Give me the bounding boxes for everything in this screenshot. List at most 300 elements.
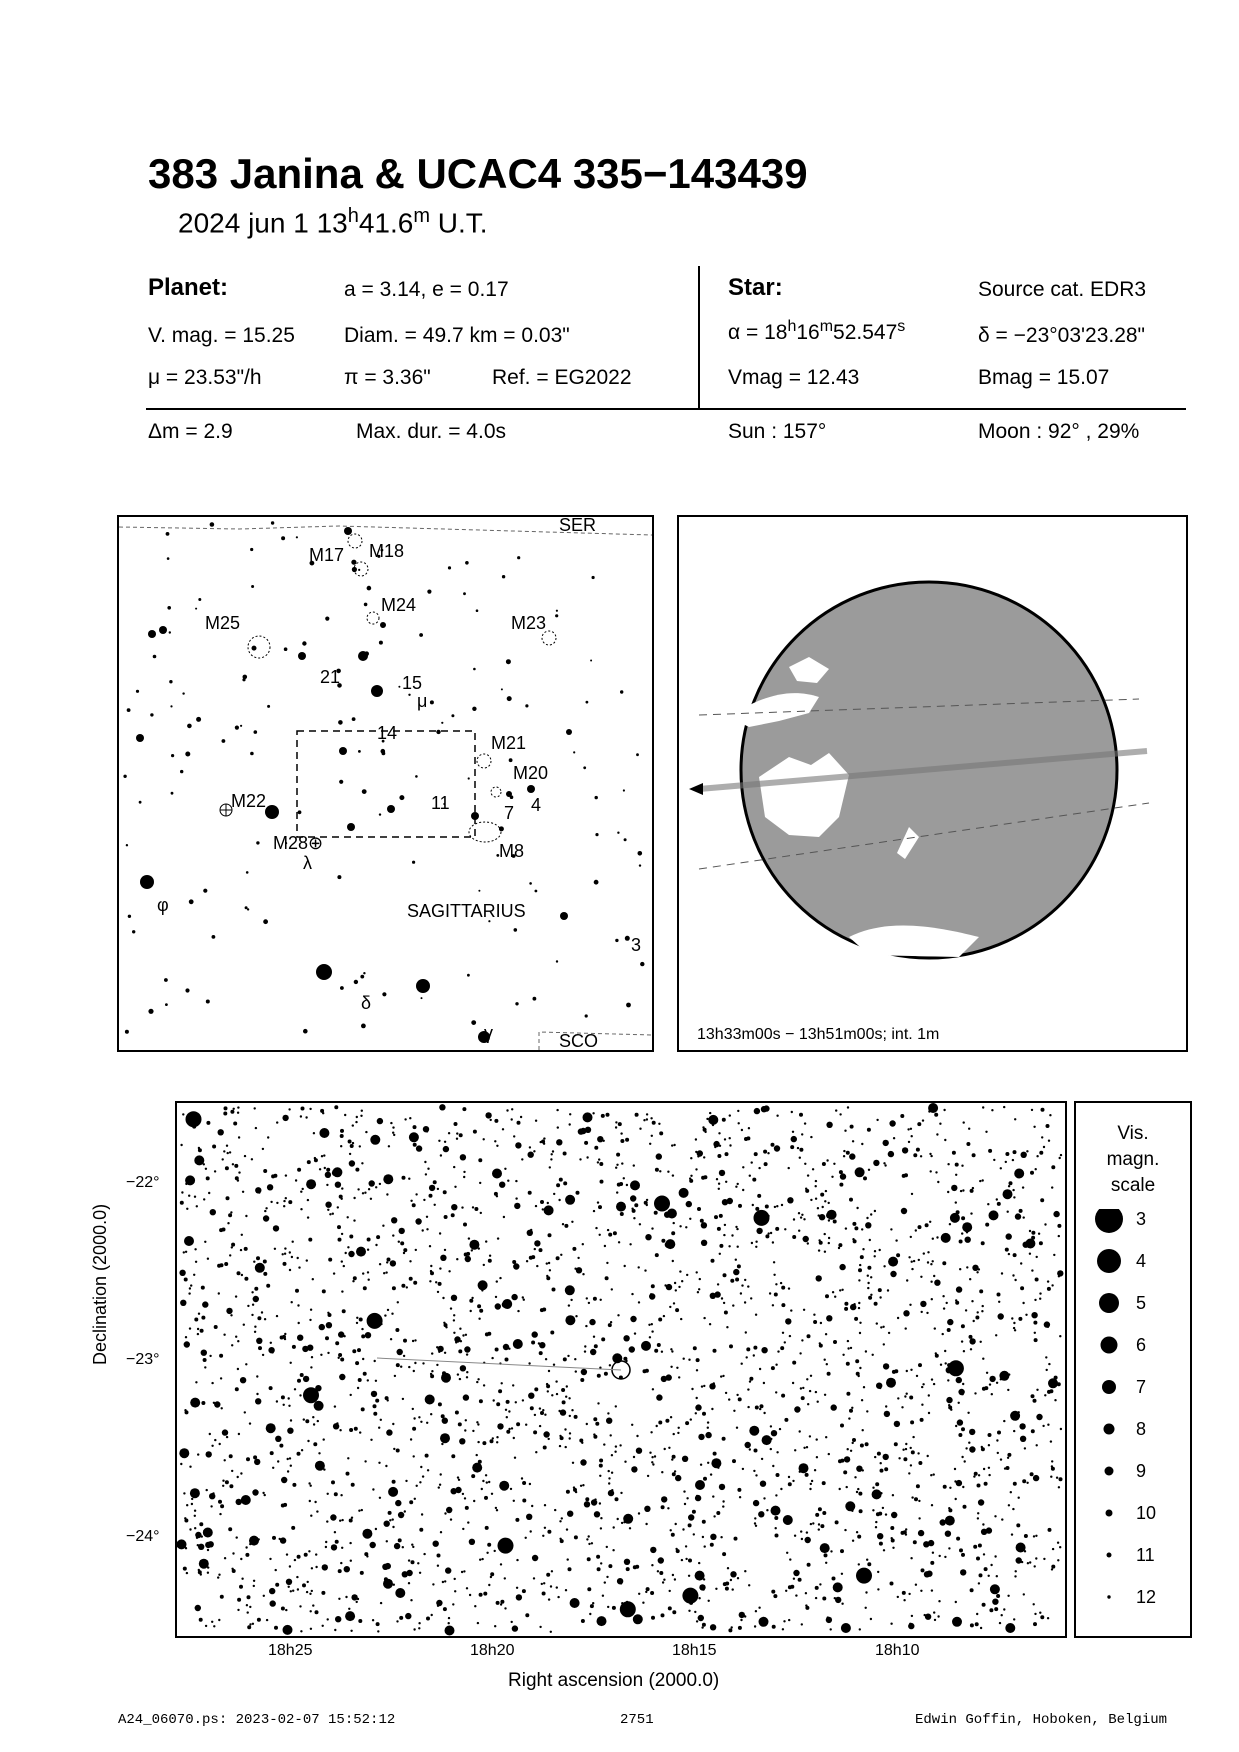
field-star <box>297 1452 301 1456</box>
field-star <box>826 1159 828 1161</box>
field-star <box>307 1199 309 1201</box>
field-star <box>476 1381 478 1383</box>
field-star <box>345 1611 355 1621</box>
field-star <box>464 1429 466 1431</box>
field-star <box>830 1550 832 1552</box>
field-star <box>1045 1356 1047 1358</box>
field-star <box>1060 1154 1062 1156</box>
field-star <box>818 1239 820 1241</box>
field-star <box>219 1443 221 1445</box>
field-star <box>480 1212 482 1214</box>
field-star <box>757 1194 761 1198</box>
field-star <box>368 1279 370 1281</box>
field-star <box>736 1228 738 1230</box>
field-star <box>810 1375 812 1377</box>
field-star <box>1044 1394 1046 1396</box>
field-star <box>771 1590 775 1594</box>
field-star <box>458 1479 460 1481</box>
field-star <box>824 1394 826 1396</box>
field-star <box>731 1626 733 1628</box>
field-star <box>696 1369 698 1371</box>
field-star <box>815 1586 819 1590</box>
field-star <box>789 1558 791 1560</box>
field-star <box>539 1407 541 1409</box>
field-star <box>281 1477 287 1483</box>
label-14: 14 <box>377 723 398 743</box>
field-star <box>729 1144 731 1146</box>
field-star <box>668 1606 672 1610</box>
field-star <box>307 1216 309 1218</box>
field-star <box>525 1424 527 1426</box>
field-star <box>833 1340 837 1344</box>
field-star <box>1040 1198 1044 1202</box>
field-star <box>469 1299 473 1303</box>
field-star <box>890 1526 894 1530</box>
ra-tick-18h10: 18h10 <box>875 1642 920 1659</box>
field-star <box>217 1576 219 1578</box>
field-star <box>672 1472 676 1476</box>
field-star <box>214 1170 216 1172</box>
field-star <box>764 1162 768 1166</box>
field-star <box>253 1580 255 1582</box>
field-star <box>300 1115 302 1117</box>
field-star <box>587 1118 589 1120</box>
field-star <box>459 1133 463 1137</box>
field-star <box>269 1386 273 1390</box>
field-star <box>544 1205 554 1215</box>
field-star <box>346 1472 350 1476</box>
finder-star <box>302 641 306 645</box>
finder-star <box>339 780 343 784</box>
field-star <box>294 1559 296 1561</box>
field-star <box>272 1536 276 1540</box>
field-star <box>722 1375 724 1377</box>
field-star <box>800 1530 802 1532</box>
field-star <box>981 1310 983 1312</box>
field-star <box>352 1142 354 1144</box>
field-star <box>968 1128 970 1130</box>
field-star <box>737 1110 739 1112</box>
field-star <box>597 1161 599 1163</box>
finder-star <box>573 751 575 753</box>
field-star <box>323 1438 325 1440</box>
field-star <box>599 1464 603 1468</box>
field-star <box>810 1199 812 1201</box>
field-star <box>353 1219 355 1221</box>
field-star <box>913 1153 917 1157</box>
field-star <box>189 1466 191 1468</box>
field-star <box>615 1497 619 1501</box>
field-star <box>462 1528 464 1530</box>
field-star <box>621 1162 623 1164</box>
field-star <box>209 1433 211 1435</box>
field-star <box>698 1434 704 1440</box>
field-star <box>895 1239 897 1241</box>
field-star <box>833 1220 837 1224</box>
field-star <box>276 1121 278 1123</box>
field-star <box>443 1607 447 1611</box>
field-star <box>433 1180 437 1184</box>
field-star <box>495 1348 499 1352</box>
field-star <box>358 1378 362 1382</box>
field-star <box>534 1414 536 1416</box>
field-star <box>593 1433 595 1435</box>
field-star <box>885 1405 887 1407</box>
field-star <box>735 1259 737 1261</box>
field-star <box>980 1627 982 1629</box>
field-star <box>730 1279 734 1283</box>
field-star <box>1020 1286 1024 1290</box>
field-star <box>1013 1322 1015 1324</box>
field-star <box>806 1378 808 1380</box>
finder-star <box>182 692 184 694</box>
field-star <box>205 1168 207 1170</box>
field-star <box>872 1489 882 1499</box>
field-star <box>880 1326 882 1328</box>
field-star <box>595 1227 597 1229</box>
field-star <box>237 1598 241 1602</box>
m20-nebula-icon <box>491 787 501 797</box>
field-star <box>807 1242 809 1244</box>
field-star <box>199 1559 209 1569</box>
field-star <box>989 1210 999 1220</box>
field-star <box>252 1489 258 1495</box>
field-star <box>747 1285 749 1287</box>
field-star <box>575 1370 577 1372</box>
field-star <box>522 1296 524 1298</box>
finder-star <box>159 626 167 634</box>
field-star <box>522 1481 526 1485</box>
field-star <box>386 1261 388 1263</box>
field-star <box>488 1259 492 1263</box>
field-star <box>363 1286 367 1290</box>
field-star <box>420 1421 422 1423</box>
field-star <box>252 1304 254 1306</box>
field-star <box>464 1253 468 1257</box>
field-star <box>618 1122 622 1126</box>
field-star <box>478 1247 480 1249</box>
field-star <box>479 1309 483 1313</box>
finder-star <box>382 992 386 996</box>
scale-title-line1: Vis. <box>1117 1123 1149 1144</box>
field-star <box>973 1320 975 1322</box>
field-star <box>247 1625 251 1629</box>
field-star <box>485 1474 487 1476</box>
field-star <box>905 1528 907 1530</box>
scale-label-4: 4 <box>1136 1251 1147 1271</box>
field-star <box>943 1485 947 1489</box>
field-star <box>545 1358 547 1360</box>
field-star <box>261 1311 263 1313</box>
field-star <box>230 1110 234 1114</box>
field-star <box>868 1296 872 1300</box>
field-star <box>281 1607 285 1611</box>
field-star <box>633 1164 635 1166</box>
field-star <box>195 1381 197 1383</box>
field-star <box>512 1625 518 1631</box>
field-star <box>300 1373 304 1377</box>
field-star <box>997 1431 1001 1435</box>
field-star <box>911 1450 915 1454</box>
field-star <box>913 1260 915 1262</box>
field-star <box>670 1416 672 1418</box>
field-star <box>996 1198 998 1200</box>
field-star <box>350 1560 352 1562</box>
field-star <box>244 1277 248 1281</box>
field-star <box>1049 1389 1053 1393</box>
star-ra <box>728 318 905 345</box>
field-star <box>325 1202 331 1208</box>
field-star <box>253 1585 255 1587</box>
field-star <box>754 1108 760 1114</box>
field-star <box>335 1182 341 1188</box>
field-star <box>1047 1280 1049 1282</box>
field-star <box>1007 1389 1009 1391</box>
field-star <box>978 1474 980 1476</box>
scale-title <box>1076 1121 1190 1199</box>
field-star <box>532 1331 538 1337</box>
field-star <box>791 1136 797 1142</box>
field-star <box>301 1449 303 1451</box>
field-star <box>1019 1209 1023 1213</box>
field-star <box>472 1206 474 1208</box>
field-star <box>328 1313 332 1317</box>
field-star <box>620 1601 636 1617</box>
field-star <box>375 1528 377 1530</box>
ra-tick-18h20: 18h20 <box>470 1642 515 1659</box>
field-star <box>682 1456 688 1462</box>
field-star <box>376 1622 380 1626</box>
field-star <box>988 1149 992 1153</box>
field-star <box>598 1205 602 1209</box>
field-star <box>702 1623 706 1627</box>
field-star <box>345 1596 347 1598</box>
field-star <box>399 1228 405 1234</box>
finder-star <box>167 557 170 560</box>
field-star <box>845 1227 847 1229</box>
field-star <box>451 1204 457 1210</box>
field-star <box>696 1271 698 1273</box>
field-star <box>761 1106 767 1112</box>
field-star <box>717 1227 721 1231</box>
field-star <box>1040 1615 1044 1619</box>
field-star <box>420 1466 422 1468</box>
field-star <box>1027 1562 1029 1564</box>
field-star <box>1039 1151 1043 1155</box>
field-star <box>202 1301 208 1307</box>
field-star <box>540 1308 544 1312</box>
field-star <box>507 1180 509 1182</box>
field-star <box>489 1255 491 1257</box>
field-star <box>460 1365 466 1371</box>
field-star <box>308 1482 310 1484</box>
field-star <box>394 1375 396 1377</box>
field-star <box>1059 1546 1061 1548</box>
field-star <box>349 1153 351 1155</box>
field-star <box>600 1562 602 1564</box>
field-star <box>805 1606 809 1610</box>
field-star <box>932 1552 934 1554</box>
field-star <box>884 1164 886 1166</box>
field-star <box>1039 1241 1043 1245</box>
field-star <box>464 1346 470 1352</box>
field-star <box>535 1120 537 1122</box>
field-star <box>890 1623 892 1625</box>
field-star <box>240 1558 242 1560</box>
field-star <box>716 1511 720 1515</box>
field-star <box>281 1395 285 1399</box>
field-star <box>409 1277 413 1281</box>
field-star <box>839 1170 843 1174</box>
field-star <box>992 1599 998 1605</box>
field-star <box>225 1166 229 1170</box>
field-star <box>496 1145 498 1147</box>
field-star <box>717 1154 721 1158</box>
field-star <box>792 1235 796 1239</box>
label-11: 11 <box>431 793 450 813</box>
field-star <box>547 1390 549 1392</box>
field-star <box>223 1112 227 1116</box>
field-star <box>569 1123 571 1125</box>
planet-diam: Diam. = 49.7 km = 0.03" <box>344 324 570 347</box>
field-star <box>961 1232 963 1234</box>
field-star <box>732 1304 734 1306</box>
field-star <box>678 1427 680 1429</box>
field-star <box>966 1142 970 1146</box>
field-star <box>311 1356 313 1358</box>
field-star <box>375 1186 377 1188</box>
finder-star <box>298 652 306 660</box>
field-star <box>392 1480 396 1484</box>
field-star <box>309 1319 311 1321</box>
field-star <box>249 1422 251 1424</box>
field-star <box>419 1528 423 1532</box>
field-star <box>544 1527 546 1529</box>
field-star <box>586 1297 588 1299</box>
field-star <box>544 1504 546 1506</box>
field-star <box>303 1418 305 1420</box>
field-star <box>910 1369 912 1371</box>
field-star <box>388 1145 390 1147</box>
field-star <box>494 1140 496 1142</box>
field-star <box>383 1272 385 1274</box>
field-star <box>1030 1472 1034 1476</box>
field-star <box>238 1136 240 1138</box>
field-star <box>963 1505 967 1509</box>
field-star <box>266 1423 276 1433</box>
field-star <box>253 1296 259 1302</box>
field-star <box>813 1314 815 1316</box>
field-star <box>770 1448 772 1450</box>
field-star <box>274 1248 276 1250</box>
field-star <box>1053 1254 1055 1256</box>
field-star <box>958 1433 962 1437</box>
field-star <box>516 1594 522 1600</box>
field-star <box>361 1110 363 1112</box>
field-star <box>940 1364 942 1366</box>
field-star <box>315 1385 321 1391</box>
field-star <box>180 1144 182 1146</box>
field-star <box>361 1334 365 1338</box>
field-star <box>351 1483 355 1487</box>
field-star <box>927 1455 929 1457</box>
field-star <box>1016 1543 1026 1553</box>
scale-svg <box>1076 1209 1190 1629</box>
field-star <box>822 1481 826 1485</box>
field-star <box>190 1488 200 1498</box>
field-star <box>1015 1213 1021 1219</box>
field-star <box>717 1467 719 1469</box>
field-star <box>504 1168 506 1170</box>
field-star <box>554 1509 556 1511</box>
field-star <box>180 1300 186 1306</box>
field-star <box>322 1564 328 1570</box>
field-star <box>551 1570 553 1572</box>
field-star <box>723 1234 725 1236</box>
field-star <box>816 1275 822 1281</box>
field-star <box>486 1552 488 1554</box>
field-star <box>300 1191 302 1193</box>
field-star <box>739 1496 741 1498</box>
field-star <box>335 1616 341 1622</box>
field-star <box>998 1313 1004 1319</box>
field-star <box>1000 1458 1002 1460</box>
field-star <box>598 1158 600 1160</box>
field-star <box>377 1118 383 1124</box>
finder-star <box>354 980 358 984</box>
field-star <box>1008 1253 1010 1255</box>
m17-cluster-icon <box>348 534 362 548</box>
field-star <box>824 1200 826 1202</box>
field-star <box>689 1179 693 1183</box>
field-star <box>1036 1414 1042 1420</box>
field-star <box>533 1430 537 1434</box>
field-star <box>961 1165 963 1167</box>
field-star <box>566 1490 570 1494</box>
field-star <box>390 1122 392 1124</box>
field-star <box>266 1284 270 1288</box>
field-star <box>543 1582 545 1584</box>
field-star <box>673 1144 675 1146</box>
field-star <box>320 1109 324 1113</box>
field-star <box>483 1138 485 1140</box>
field-star <box>925 1223 929 1227</box>
field-star <box>918 1530 924 1536</box>
field-star <box>825 1333 827 1335</box>
field-star <box>737 1246 739 1248</box>
field-star <box>485 1332 489 1336</box>
field-star <box>915 1584 917 1586</box>
field-star <box>751 1161 753 1163</box>
field-star <box>229 1484 233 1488</box>
field-star <box>579 1158 581 1160</box>
field-star <box>719 1253 721 1255</box>
field-star <box>453 1314 455 1316</box>
field-star <box>241 1495 251 1505</box>
field-star <box>471 1474 475 1478</box>
field-star <box>478 1280 488 1290</box>
ra-tick-18h25: 18h25 <box>268 1642 313 1659</box>
field-star <box>439 1104 445 1110</box>
field-star <box>861 1143 863 1145</box>
field-star <box>392 1526 394 1528</box>
field-star <box>226 1145 228 1147</box>
field-star <box>800 1216 802 1218</box>
field-star <box>304 1553 308 1557</box>
field-star <box>1020 1436 1026 1442</box>
field-star <box>759 1368 761 1370</box>
field-star <box>521 1477 523 1479</box>
